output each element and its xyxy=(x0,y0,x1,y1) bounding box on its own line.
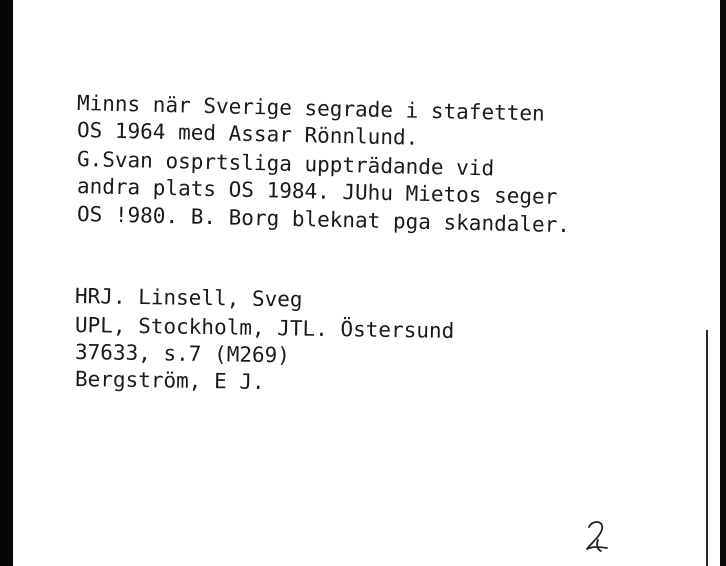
description-line-1: Minns när Sverige segrade i stafetten xyxy=(76,91,545,126)
description-line-4: andra plats OS 1984. JUhu Mietos seger xyxy=(76,174,558,209)
scan-edge-inner-line xyxy=(706,330,708,566)
handwritten-page-number xyxy=(583,518,611,554)
description-line-2: OS 1964 med Assar Rönnlund. xyxy=(76,118,419,150)
meta-line-reference: 37633, s.7 (M269) xyxy=(74,340,291,368)
scan-edge-left xyxy=(0,0,13,566)
meta-line-location: UPL, Stockholm, JTL. Östersund xyxy=(74,313,455,343)
description-line-5: OS !980. B. Borg bleknat pga skandaler. xyxy=(76,202,571,238)
meta-line-informant: HRJ. Linsell, Sveg xyxy=(74,284,303,312)
scan-edge-right xyxy=(720,0,726,566)
description-line-3: G.Svan osprtsliga uppträdande vid xyxy=(76,147,495,181)
meta-line-recorder: Bergström, E J. xyxy=(74,367,265,394)
